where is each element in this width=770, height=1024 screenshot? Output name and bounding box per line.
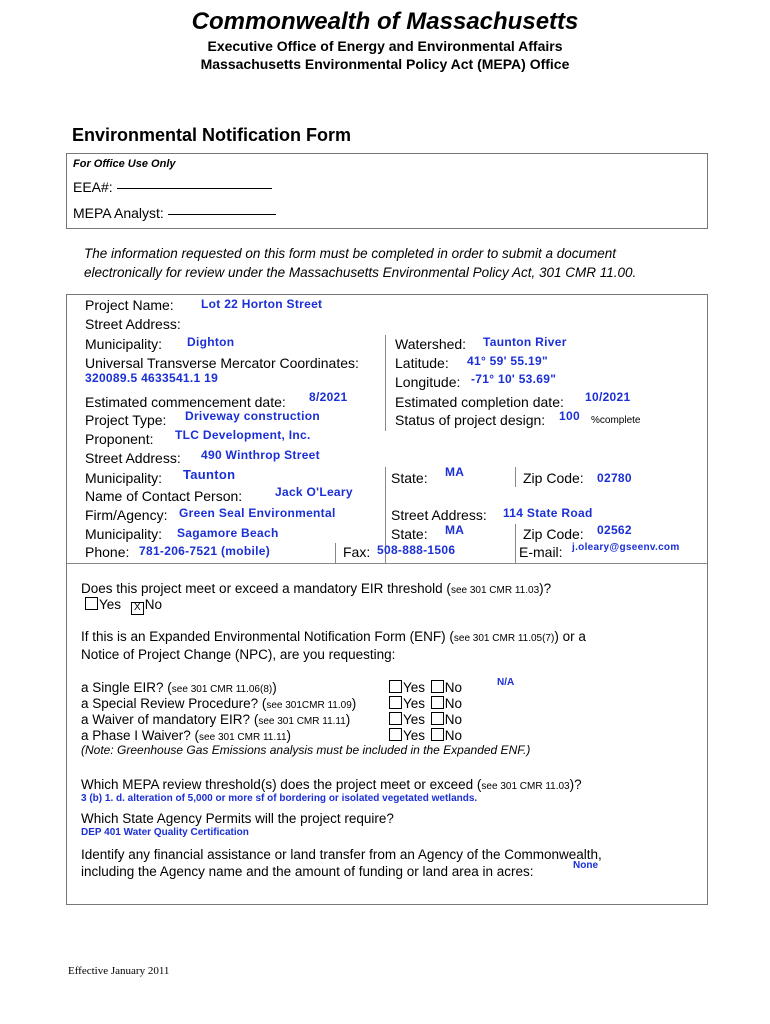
contact-municipality-label: Municipality: bbox=[85, 526, 163, 542]
mepa-questions-box bbox=[66, 562, 708, 905]
enf-npc-question-line1: If this is an Expanded Environmental Notification Form (ENF) (see 301 CMR 11.05(7)) or a bbox=[81, 629, 586, 644]
proponent-state-label: State: bbox=[391, 470, 428, 486]
divider bbox=[515, 467, 516, 487]
design-status-label: Status of project design: bbox=[395, 412, 546, 428]
proponent-municipality-value[interactable]: Taunton bbox=[183, 467, 236, 482]
email-value[interactable]: j.oleary@gseenv.com bbox=[572, 542, 680, 553]
proponent-municipality-label: Municipality: bbox=[85, 470, 163, 486]
firm-agency-label: Firm/Agency: bbox=[85, 507, 168, 523]
form-title: Environmental Notification Form bbox=[72, 125, 352, 145]
footer-effective-date: Effective January 2011 bbox=[68, 965, 170, 977]
municipality-label: Municipality: bbox=[85, 336, 163, 352]
contact-zip-value[interactable]: 02562 bbox=[597, 523, 632, 537]
eir-threshold-answer bbox=[85, 596, 162, 615]
street-address-label: Street Address: bbox=[85, 316, 181, 332]
financial-question-line1: Identify any financial assistance or land transfer from an Agency of the Commonwealth, bbox=[81, 847, 602, 862]
proponent-street-label: Street Address: bbox=[85, 450, 181, 466]
special-review-answer: Yes No bbox=[389, 695, 462, 713]
single-eir-answer: Yes No bbox=[389, 679, 462, 697]
fax-label: Fax: bbox=[343, 544, 371, 560]
special-review-question: a Special Review Procedure? (see 301CMR 11.09) bbox=[81, 696, 357, 711]
office-use-box bbox=[66, 153, 708, 229]
analyst-label: MEPA Analyst: bbox=[73, 205, 164, 221]
waiver-question: a Waiver of mandatory EIR? (see 301 CMR 11.11) bbox=[81, 712, 351, 727]
longitude-label: Longitude: bbox=[395, 374, 461, 390]
contact-person-label: Name of Contact Person: bbox=[85, 488, 243, 504]
completion-date-value[interactable]: 10/2021 bbox=[585, 390, 631, 404]
firm-agency-value[interactable]: Green Seal Environmental bbox=[179, 506, 336, 520]
divider bbox=[385, 391, 386, 431]
latitude-label: Latitude: bbox=[395, 355, 449, 371]
contact-state-label: State: bbox=[391, 526, 428, 542]
office-subtitle: Massachusetts Environmental Policy Act (MEPA) Office bbox=[200, 56, 570, 72]
eir-yes-label: Yes bbox=[99, 597, 122, 612]
proponent-zip-value[interactable]: 02780 bbox=[597, 471, 632, 485]
na-value[interactable]: N/A bbox=[497, 677, 515, 688]
contact-person-value[interactable]: Jack O'Leary bbox=[275, 485, 353, 499]
threshold-value[interactable]: 3 (b) 1. d. alteration of 5,000 or more sf of bordering or isolated vegetated wetlands. bbox=[81, 793, 478, 804]
eea-number-field[interactable] bbox=[117, 187, 272, 189]
single-eir-no-checkbox[interactable] bbox=[431, 680, 444, 693]
eir-threshold-question: Does this project meet or exceed a mandatory EIR threshold (see 301 CMR 11.03)? bbox=[81, 581, 552, 596]
special-review-yes-checkbox[interactable] bbox=[389, 696, 402, 709]
eea-number-row bbox=[73, 179, 272, 195]
divider bbox=[515, 524, 516, 563]
utm-label: Universal Transverse Mercator Coordinates: bbox=[85, 355, 359, 371]
phase1-waiver-question: a Phase I Waiver? (see 301 CMR 11.11) bbox=[81, 728, 292, 743]
municipality-value[interactable]: Dighton bbox=[187, 335, 235, 349]
eir-yes-checkbox[interactable] bbox=[85, 597, 98, 610]
project-type-value[interactable]: Driveway construction bbox=[185, 409, 321, 423]
watershed-value[interactable]: Taunton River bbox=[483, 335, 567, 349]
phone-label: Phone: bbox=[85, 544, 130, 560]
single-eir-yes-checkbox[interactable] bbox=[389, 680, 402, 693]
design-status-unit: %complete bbox=[591, 415, 641, 426]
proponent-value[interactable]: TLC Development, Inc. bbox=[175, 428, 311, 442]
page-title: Commonwealth of Massachusetts bbox=[191, 8, 579, 35]
eir-no-checkbox[interactable] bbox=[131, 602, 144, 615]
divider bbox=[335, 543, 336, 563]
contact-state-value[interactable]: MA bbox=[445, 523, 465, 537]
waiver-answer: Yes No bbox=[389, 711, 462, 729]
utm-value[interactable]: 320089.5 4633541.1 19 bbox=[85, 371, 219, 385]
commencement-date-label: Estimated commencement date: bbox=[85, 394, 286, 410]
agency-subtitle: Executive Office of Energy and Environmental Affairs bbox=[207, 38, 563, 54]
proponent-state-value[interactable]: MA bbox=[445, 465, 465, 479]
email-label: E-mail: bbox=[519, 544, 563, 560]
project-name-value[interactable]: Lot 22 Horton Street bbox=[201, 297, 323, 311]
single-eir-question: a Single EIR? (see 301 CMR 11.06(8)) bbox=[81, 680, 277, 695]
fax-value[interactable]: 508-888-1506 bbox=[377, 543, 456, 557]
proponent-label: Proponent: bbox=[85, 431, 154, 447]
phase1-yes-checkbox[interactable] bbox=[389, 728, 402, 741]
project-name-label: Project Name: bbox=[85, 297, 174, 313]
office-use-label: For Office Use Only bbox=[73, 158, 176, 170]
longitude-value[interactable]: -71° 10' 53.69" bbox=[471, 372, 557, 386]
completion-date-label: Estimated completion date: bbox=[395, 394, 564, 410]
enf-npc-question-line2: Notice of Project Change (NPC), are you requesting: bbox=[81, 647, 396, 662]
permits-value[interactable]: DEP 401 Water Quality Certification bbox=[81, 827, 249, 838]
commencement-date-value[interactable]: 8/2021 bbox=[309, 390, 348, 404]
waiver-yes-checkbox[interactable] bbox=[389, 712, 402, 725]
mepa-analyst-row bbox=[73, 205, 276, 221]
eir-no-check-mark: X bbox=[133, 602, 141, 613]
watershed-label: Watershed: bbox=[395, 336, 467, 352]
design-status-value[interactable]: 100 bbox=[559, 409, 580, 423]
contact-street-value[interactable]: 114 State Road bbox=[503, 506, 593, 520]
permits-question: Which State Agency Permits will the project require? bbox=[81, 811, 394, 826]
ghg-note: (Note: Greenhouse Gas Emissions analysis must be included in the Expanded ENF.) bbox=[81, 743, 531, 757]
financial-value[interactable]: None bbox=[573, 860, 598, 871]
eea-label: EEA#: bbox=[73, 179, 113, 195]
special-review-no-checkbox[interactable] bbox=[431, 696, 444, 709]
project-info-grid bbox=[66, 294, 708, 563]
project-type-label: Project Type: bbox=[85, 412, 167, 428]
threshold-question: Which MEPA review threshold(s) does the project meet or exceed (see 301 CMR 11.03)? bbox=[81, 777, 582, 792]
mepa-analyst-field[interactable] bbox=[168, 213, 276, 215]
financial-question-line2: including the Agency name and the amount of funding or land area in acres: bbox=[81, 864, 534, 879]
intro-text: The information requested on this form must be completed in order to submit a document electronically for review under the Massachusetts Environmental Policy Act, 301 CMR 11.00. bbox=[84, 246, 637, 280]
proponent-zip-label: Zip Code: bbox=[523, 470, 584, 486]
contact-street-label: Street Address: bbox=[391, 507, 487, 523]
contact-municipality-value[interactable]: Sagamore Beach bbox=[177, 526, 279, 540]
phone-value[interactable]: 781-206-7521 (mobile) bbox=[139, 544, 271, 558]
phase1-waiver-answer: Yes No bbox=[389, 727, 462, 745]
phase1-no-checkbox[interactable] bbox=[431, 728, 444, 741]
latitude-value[interactable]: 41° 59' 55.19" bbox=[467, 354, 548, 368]
contact-zip-label: Zip Code: bbox=[523, 526, 584, 542]
proponent-street-value[interactable]: 490 Winthrop Street bbox=[201, 448, 320, 462]
eir-no-label: No bbox=[144, 597, 163, 612]
waiver-no-checkbox[interactable] bbox=[431, 712, 444, 725]
